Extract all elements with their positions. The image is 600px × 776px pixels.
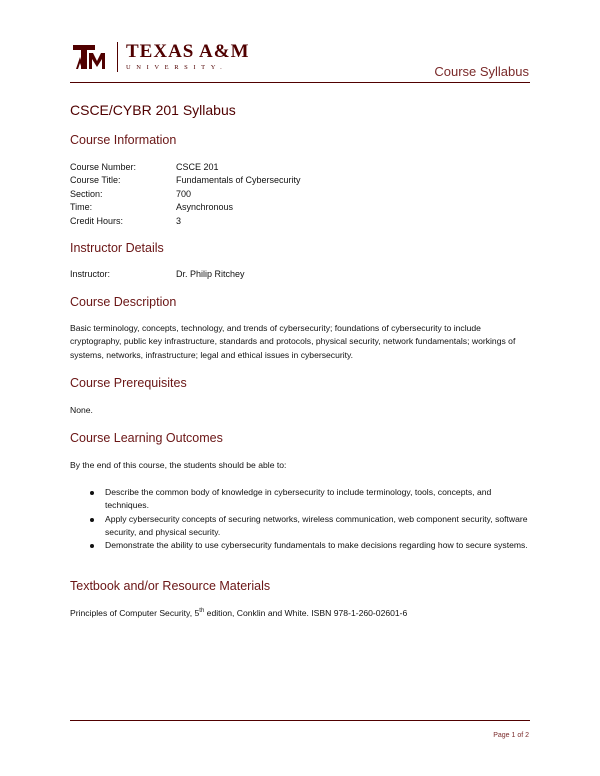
- logo-subtitle: UNIVERSITY.: [126, 64, 228, 71]
- info-value: Asynchronous: [176, 202, 234, 213]
- outcome-text: Describe the common body of knowledge in cybersecurity to include terminology, tools, concepts, and techniques.: [105, 487, 492, 511]
- logo-divider: [117, 42, 118, 72]
- tamu-logo: [72, 42, 250, 72]
- instructor-heading: Instructor Details: [70, 241, 164, 255]
- info-row: [70, 174, 301, 187]
- instructor-label: Instructor:: [70, 269, 111, 279]
- textbook-heading: Textbook and/or Resource Materials: [70, 579, 271, 593]
- info-label: Time:: [70, 202, 93, 213]
- instructor-name: Dr. Philip Ritchey: [176, 269, 245, 279]
- header-divider: [70, 82, 530, 83]
- description-heading: Course Description: [70, 295, 177, 309]
- bullet-icon: [90, 491, 94, 495]
- info-row: [70, 268, 245, 281]
- atm-logo-icon: [72, 43, 108, 71]
- course-info-heading: Course Information: [70, 133, 177, 147]
- edition-superscript: th: [199, 608, 205, 615]
- document-label: Course Syllabus: [434, 64, 529, 79]
- description-text: Basic terminology, concepts, technology, and trends of cybersecurity; foundations of cybersecurity to include cryptography, public key infrastructure, standards and protocols, physical security, network fundamentals; workings of systems, networks, infrastructure; legal and ethical issues in cybersecurity.: [70, 323, 516, 360]
- info-value: CSCE 201: [176, 162, 219, 172]
- info-row: [70, 215, 301, 228]
- logo-wordmark: [126, 42, 250, 72]
- info-value: Fundamentals of Cybersecurity: [176, 175, 301, 186]
- outcome-text: Demonstrate the ability to use cybersecurity fundamentals to make decisions regarding how to secure systems.: [105, 540, 528, 551]
- bullet-icon: [90, 544, 94, 548]
- instructor-row: [70, 268, 245, 281]
- page-title: CSCE/CYBR 201 Syllabus: [70, 102, 236, 118]
- prerequisites-heading: Course Prerequisites: [70, 376, 187, 390]
- info-label: Section:: [70, 188, 103, 199]
- textbook-title: Principles of Computer Security, 5: [70, 608, 200, 618]
- course-info-table: [70, 161, 301, 228]
- info-row: [70, 161, 301, 174]
- footer-divider: [70, 720, 530, 721]
- logo-name: TEXAS A&M: [126, 41, 250, 62]
- info-label: Course Title:: [70, 175, 121, 186]
- info-row: [70, 201, 301, 214]
- info-row: [70, 188, 301, 201]
- outcomes-list: [90, 486, 530, 552]
- list-item: [90, 539, 530, 552]
- textbook-details: edition, Conklin and White. ISBN 978-1-260-02601-6: [204, 608, 408, 618]
- info-label: Credit Hours:: [70, 215, 124, 226]
- prerequisites-text: None.: [70, 405, 93, 415]
- list-item: [90, 513, 530, 540]
- info-value: 3: [176, 215, 182, 226]
- info-value: 700: [176, 188, 192, 199]
- textbook-text: [70, 607, 532, 620]
- outcome-text: Apply cybersecurity concepts of securing networks, wireless communication, web component security, software security, and physical security.: [105, 513, 528, 537]
- outcomes-heading: Course Learning Outcomes: [70, 431, 223, 445]
- bullet-icon: [90, 518, 94, 522]
- page-number: Page 1 of 2: [493, 732, 529, 739]
- list-item: [90, 486, 530, 513]
- info-label: Course Number:: [70, 162, 137, 172]
- outcomes-intro: By the end of this course, the students should be able to:: [70, 460, 287, 470]
